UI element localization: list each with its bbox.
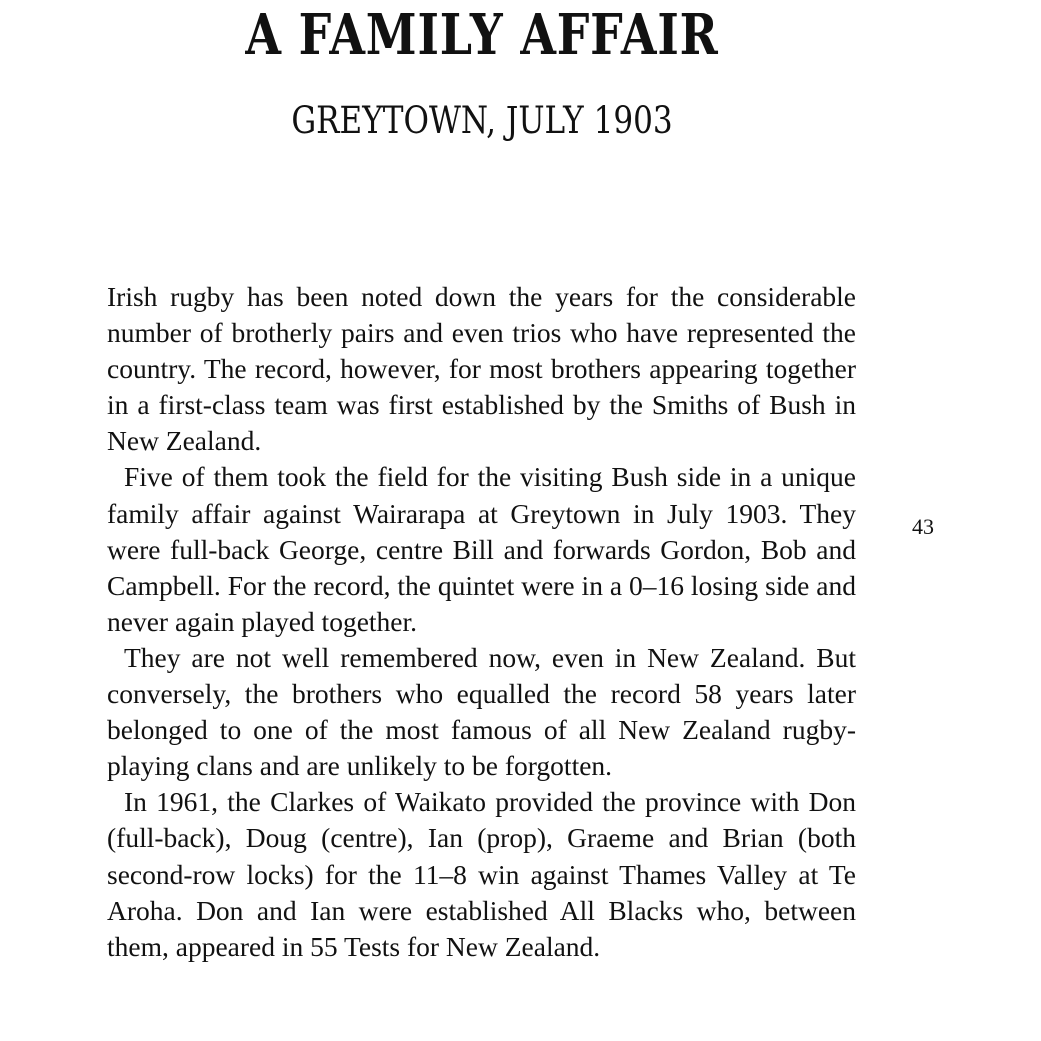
body-text xyxy=(107,279,856,965)
paragraph-1: Irish rugby has been noted down the years for the considerable number of brotherly pairs and even trios who have represented the country. The record, however, for most brothers appearing together in a first-class team was first established by the Smiths of Bush in New Zealand. xyxy=(107,281,856,457)
paragraph-3: They are not well remembered now, even in New Zealand. But conversely, the brothers who equalled the record 58 years later belonged to one of the most famous of all New Zealand rugby-playing clans and are unlikely to be forgotten. xyxy=(107,641,856,782)
paragraph-4: In 1961, the Clarkes of Waikato provided the province with Don (full-back), Doug (centre), Ian (prop), Graeme and Brian (both second-row locks) for the 11–8 win against Thames Valley at Te Aroha. Don and Ian were established All Blacks who, between them, appeared in 55 Tests for New Zealand. xyxy=(107,786,856,962)
page-number: 43 xyxy=(912,514,934,539)
chapter-title: A FAMILY AFFAIR xyxy=(245,2,719,68)
paragraph-2: Five of them took the field for the visiting Bush side in a unique family affair against Wairarapa at Greytown in July 1903. They were full-back George, centre Bill and forwards Gordon, Bob and Campbell. For the record, the quintet were in a 0–16 losing side and never again played together. xyxy=(107,461,856,637)
chapter-subtitle: GREYTOWN, JULY 1903 xyxy=(291,99,673,142)
